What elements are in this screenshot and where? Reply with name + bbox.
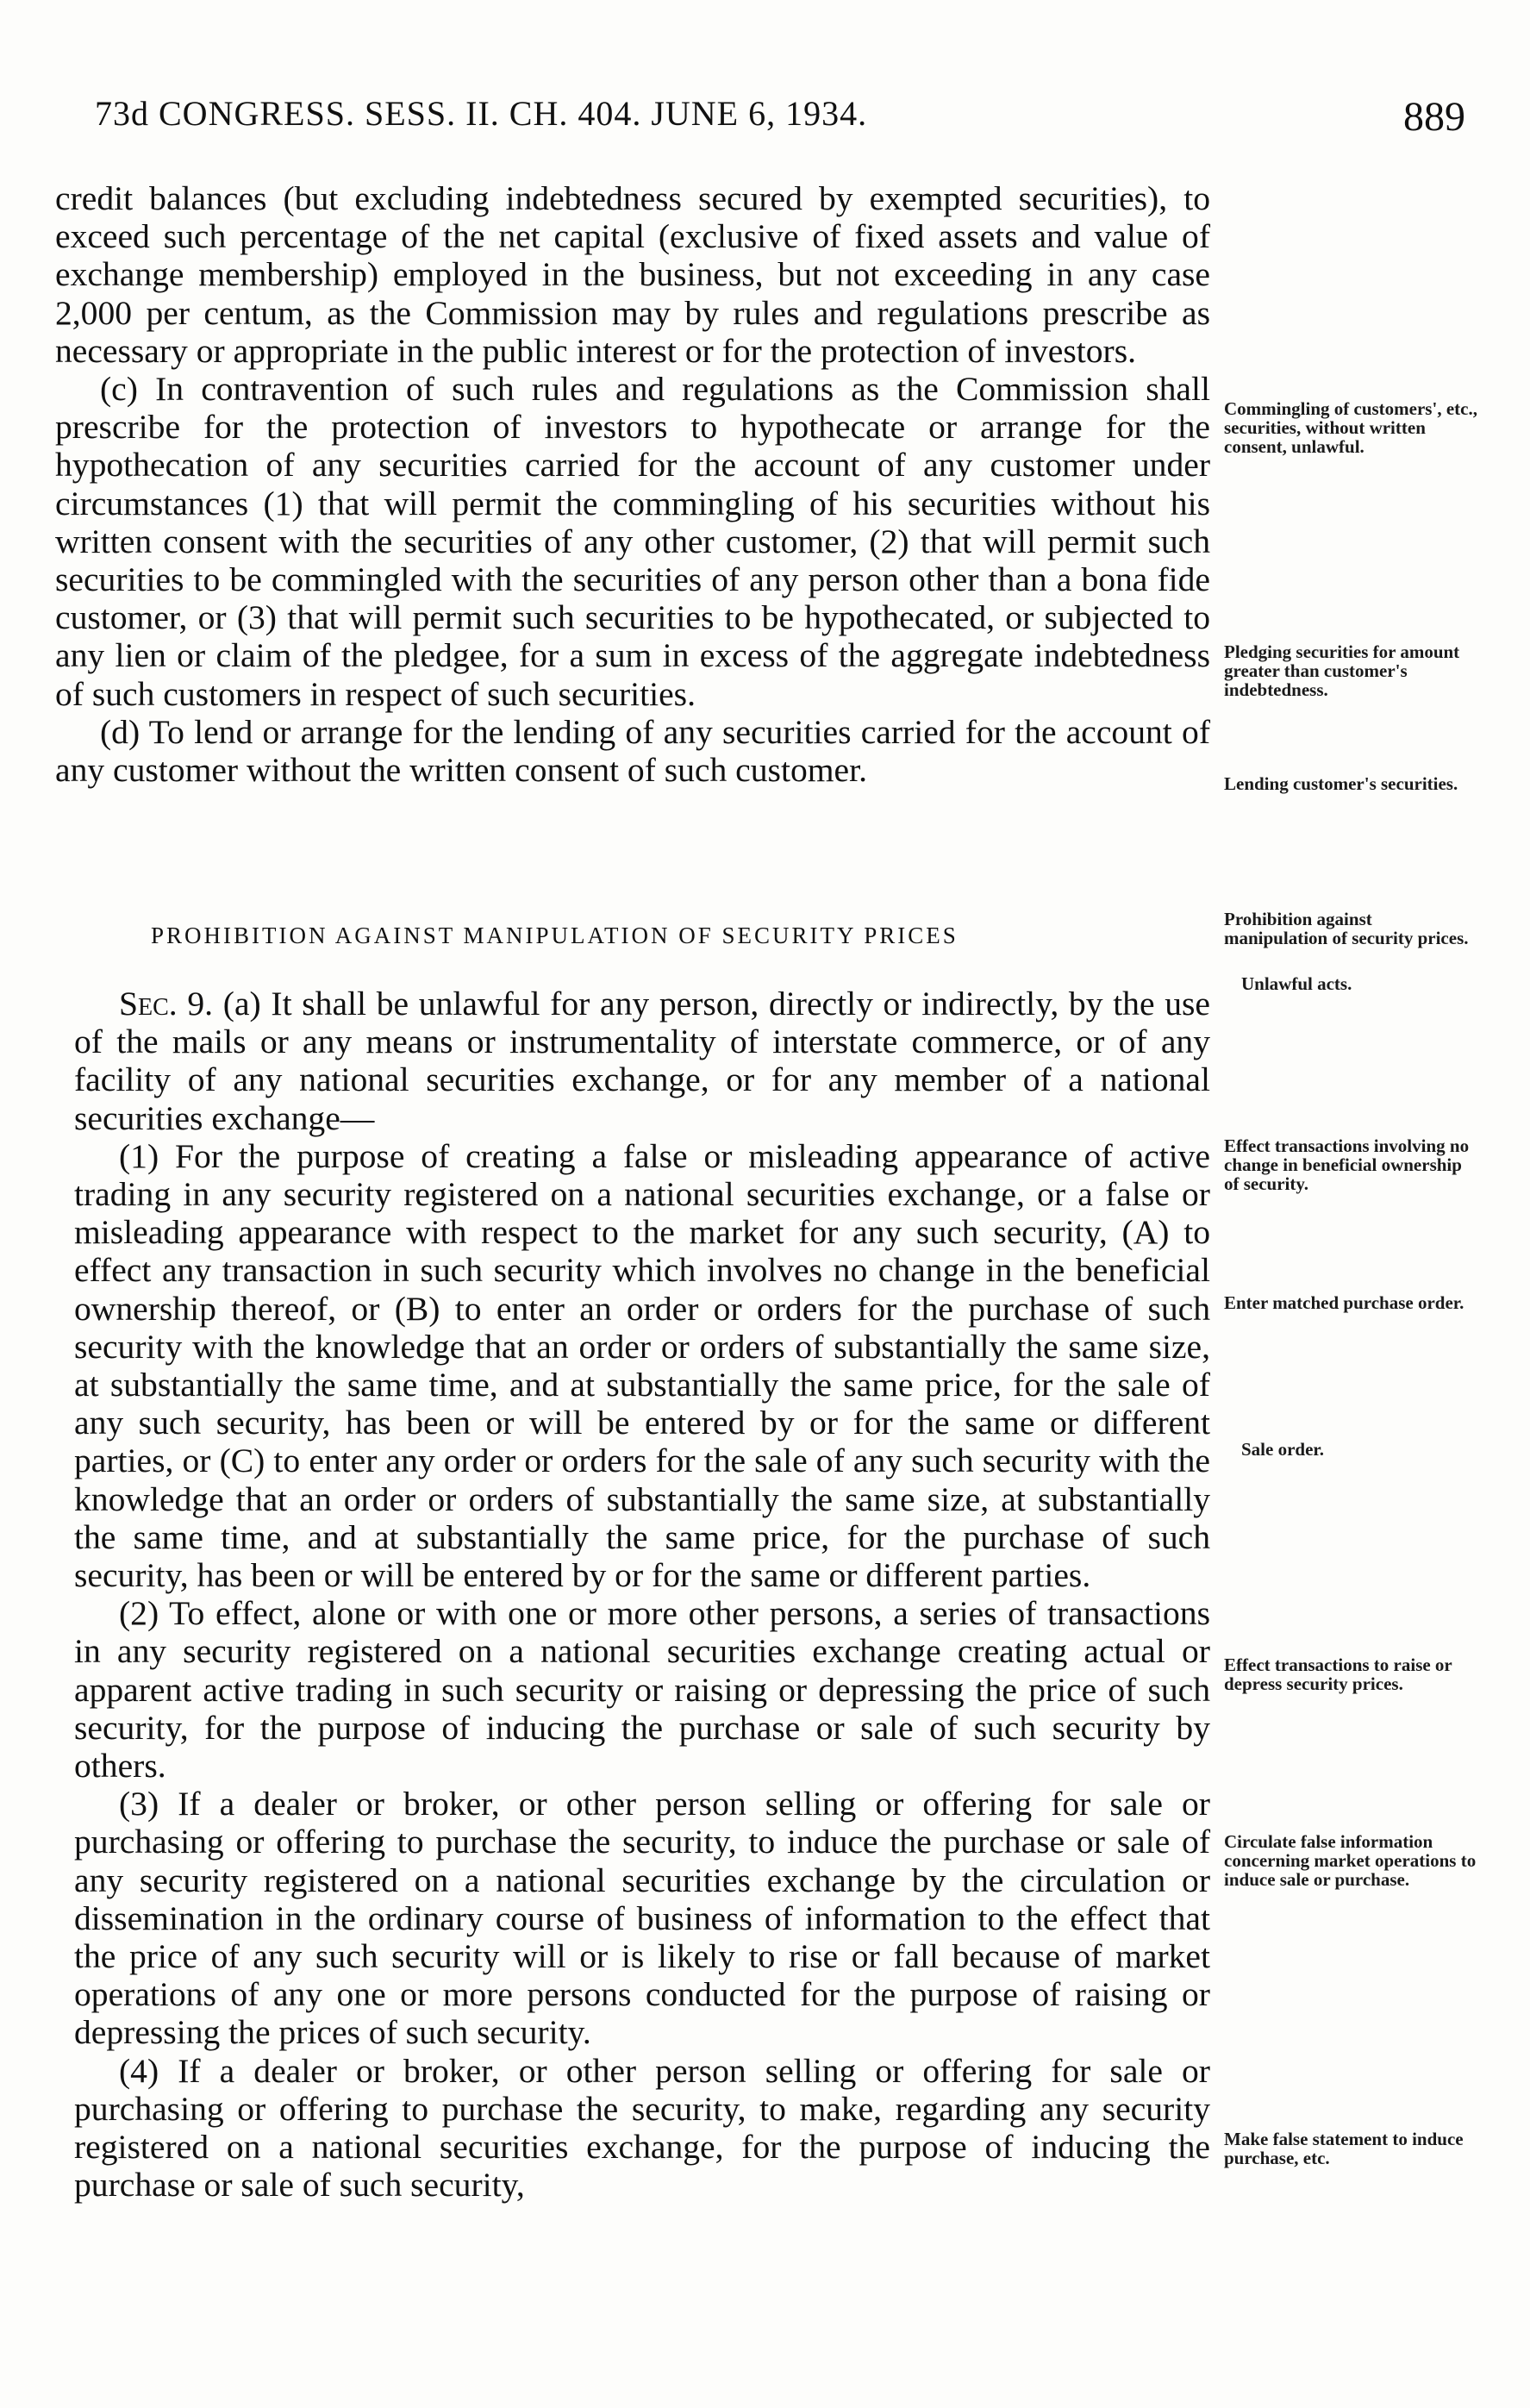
paragraph-credit-balances: credit balances (but excluding indebtedness secured by exempted securities), to exceed such percentage of the net capital (exclusive of fixed assets and value of exchange membership) employed in the business, but not exceeding in any case 2,000 per centum, as the Commission may by rules and regulations prescribe as necessary or appropriate in the public interest or for the protection of investors. [55,179,1210,370]
margin-note-sale-order: Sale order. [1241,1439,1325,1460]
paragraph-d: (d) To lend or arrange for the lending of any securities carried for the account of any customer without the written consent of such customer. [55,712,1210,790]
sec-9-text: (a) It shall be unlawful for any person, directly or indirectly, by the use of the mails or any means or instrumentality of interstate commerce, or of any facility of any national securities exchange, or for any member of a national securities exchange— [74,985,1210,1137]
margin-note-raise-depress: Effect transactions to raise or depress security prices. [1224,1654,1452,1694]
section-heading: PROHIBITION AGAINST MANIPULATION OF SECURITY PRICES [151,923,959,948]
margin-note-commingling: Commingling of customers', etc., securities, without written consent, unlawful. [1224,398,1477,457]
page-number: 889 [1403,94,1465,140]
main-text-upper [55,179,1210,789]
paragraph-4: (4) If a dealer or broker, or other person selling or offering for sale or purchasing or offering to purchase the security, to make, regarding any security registered on a national securities exchange, for the purpose of inducing the purchase or sale of such security, [74,2051,1210,2205]
margin-note-circulate: Circulate false information concerning market operations to induce sale or purchase. [1224,1831,1477,1890]
margin-note-matched-order: Enter matched purchase order. [1224,1292,1464,1313]
main-text-lower [74,985,1210,2205]
paragraph-3: (3) If a dealer or broker, or other person selling or offering for sale or purchasing or offering to purchase the security, to induce the purchase or sale of any security registered on a national securities exchange by the circulation or dissemination in the ordinary course of business of information to the effect that the price of any such security will or is likely to rise or fall because of market operations of any one or more persons conducted for the purpose of raising or depressing the prices of such security. [74,1785,1210,2052]
margin-note-pledging: Pledging securities for amount greater than customer's indebtedness. [1224,641,1460,700]
section-label: Sec. 9. [119,985,214,1023]
margin-note-lending: Lending customer's securities. [1224,773,1458,794]
margin-note-prohibition: Prohibition against manipulation of security prices. [1224,909,1469,948]
running-head: 73d CONGRESS. SESS. II. CH. 404. JUNE 6, 1934. [95,94,868,133]
margin-note-unlawful-acts: Unlawful acts. [1241,973,1352,994]
paragraph-1: (1) For the purpose of creating a false or misleading appearance of active trading in any security registered on a national securities exchange, or a false or misleading appearance with respect to the market for any such security, (A) to effect any transaction in such security which involves no change in the beneficial ownership thereof, or (B) to enter an order or orders for the purchase of such security with the knowledge that an order or orders of substantially the same size, at substantially the same time, and at substantially the same price, for the sale of any such security, has been or will be entered by or for the same or different parties, or (C) to enter any order or orders for the sale of any such security with the knowledge that an order or orders of substantially the same size, at substantially the same time, and at substantially the same price, for the purchase of such security, has been or will be entered by or for the same or different parties. [74,1136,1210,1595]
paragraph-c: (c) In contravention of such rules and regulations as the Commission shall prescribe for the protection of investors to hypothecate or arrange for the hypothecation of any securities carried for the account of any customer under circumstances (1) that will permit the commingling of his securities without his written consent with the securities of any other customer, (2) that will permit such securities to be commingled with the securities of any person other than a bona fide customer, or (3) that will permit such securities to be hypothecated, or subjected to any lien or claim of the pledgee, for a sum in excess of the aggregate indebtedness of such customers in respect of such securities. [55,370,1210,713]
paragraph-sec-9 [74,985,1210,1137]
paragraph-2: (2) To effect, alone or with one or more other persons, a series of transactions in any security registered on a national securities exchange creating actual or apparent active trading in such security or raising or depressing the price of such security, for the purpose of inducing the purchase or sale of such security by others. [74,1594,1210,1786]
page-header [95,93,1465,145]
margin-note-false-statement: Make false statement to induce purchase, etc. [1224,2129,1464,2168]
margin-note-effect-transactions: Effect transactions involving no change in beneficial ownership of security. [1224,1135,1470,1194]
